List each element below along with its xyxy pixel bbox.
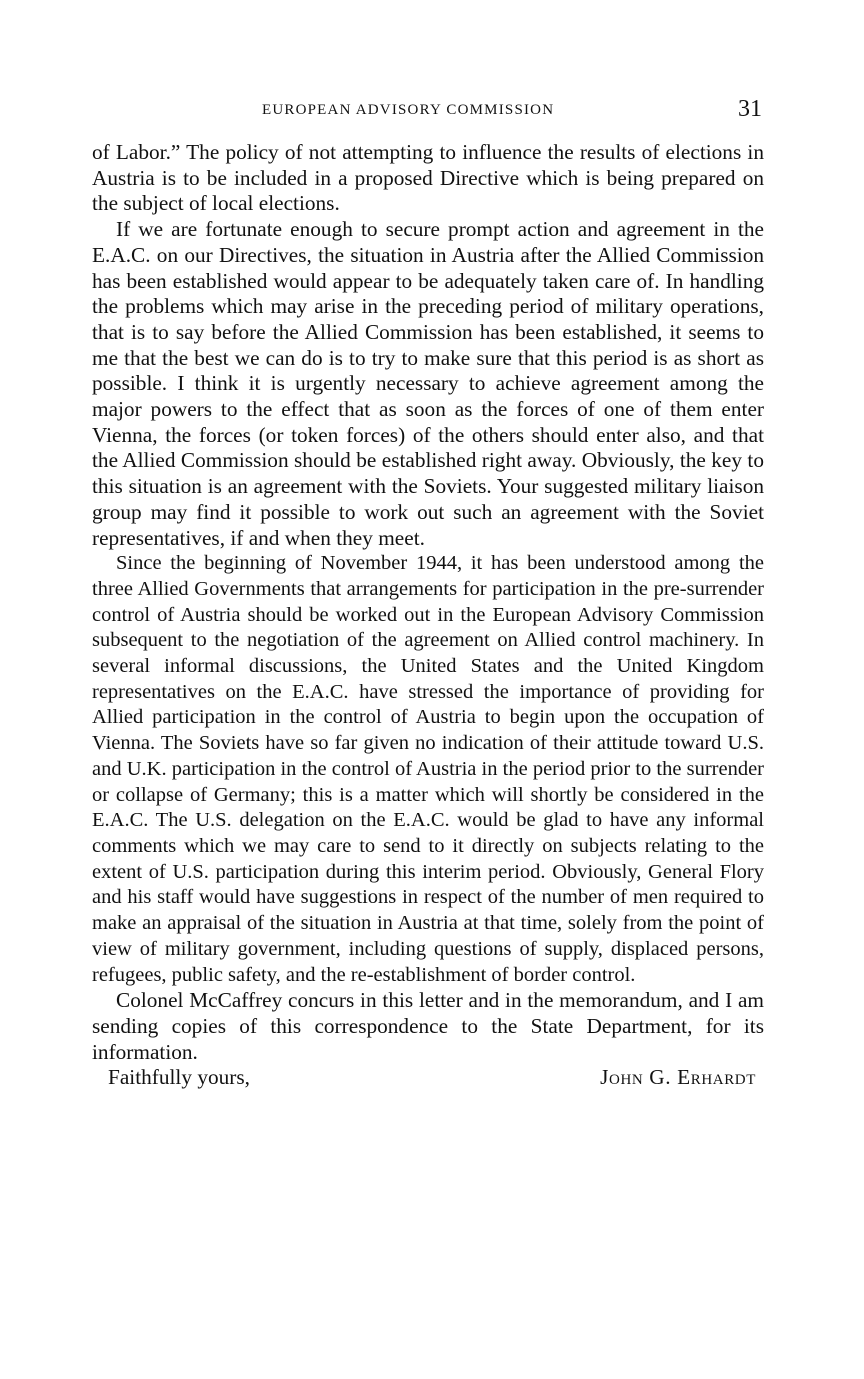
running-header [92,96,764,130]
paragraph-pre-surrender-control: Since the beginning of November 1944, it has been understood among the three Allied Governments that arrangements for participation in the pre-surrender control of Austria should be worked out in the European Advisory Commission subsequent to the negotiation of the agreement on Allied control machinery. In several informal discussions, the United States and the United Kingdom representatives on the E.A.C. have stressed the importance of providing for Allied participation in the control of Austria to begin upon the occupation of Vienna. The Soviets have so far given no indication of their attitude toward U.S. and U.K. participation in the control of Austria in the period prior to the surrender or collapse of Germany; this is a matter which will shortly be considered in the E.A.C. The U.S. delegation on the E.A.C. would be glad to have any informal comments which we may care to send to it directly on subjects relating to the extent of U.S. participation during this interim period. Obviously, General Flory and his staff would have suggestions in respect of the number of men required to make an appraisal of the situation in Austria at that time, solely from the point of view of military government, including questions of supply, displaced persons, refugees, public safety, and the re-establishment of border control. [92,552,764,986]
paragraph-concurrence: Colonel McCaffrey concurs in this letter and in the memorandum, and I am sending copies of this correspondence to the State Department, for its information. [92,988,764,1064]
paragraph-eac-directives: If we are fortunate enough to secure prompt action and agreement in the E.A.C. on our Directives, the situation in Austria after the Allied Commission has been established would appear to be adequately taken care of. In handling the problems which may arise in the preceding period of military operations, that is to say before the Allied Commission has been established, it seems to me that the best we can do is to try to make sure that this period is as short as possible. I think it is urgently necessary to achieve agreement among the major powers to the effect that as soon as the forces of one of them enter Vienna, the forces (or token forces) of the others should enter also, and that the Allied Commission should be established right away. Obviously, the key to this situation is an agreement with the Soviets. Your suggested military liaison group may find it possible to work out such an agreement with the Soviet representatives, if and when they meet. [92,217,764,550]
signature: John G. Erhardt [600,1065,756,1090]
page-number: 31 [738,96,762,122]
running-header-title: EUROPEAN ADVISORY COMMISSION [262,102,555,118]
letter-closing [92,1065,764,1095]
document-page [92,96,764,1095]
body-text [92,140,764,1095]
valediction: Faithfully yours, [108,1065,250,1090]
paragraph-continuation: of Labor.” The policy of not attempting to influence the results of elections in Austria is to be included in a proposed Directive which is being prepared on the subject of local elections. [92,140,764,216]
